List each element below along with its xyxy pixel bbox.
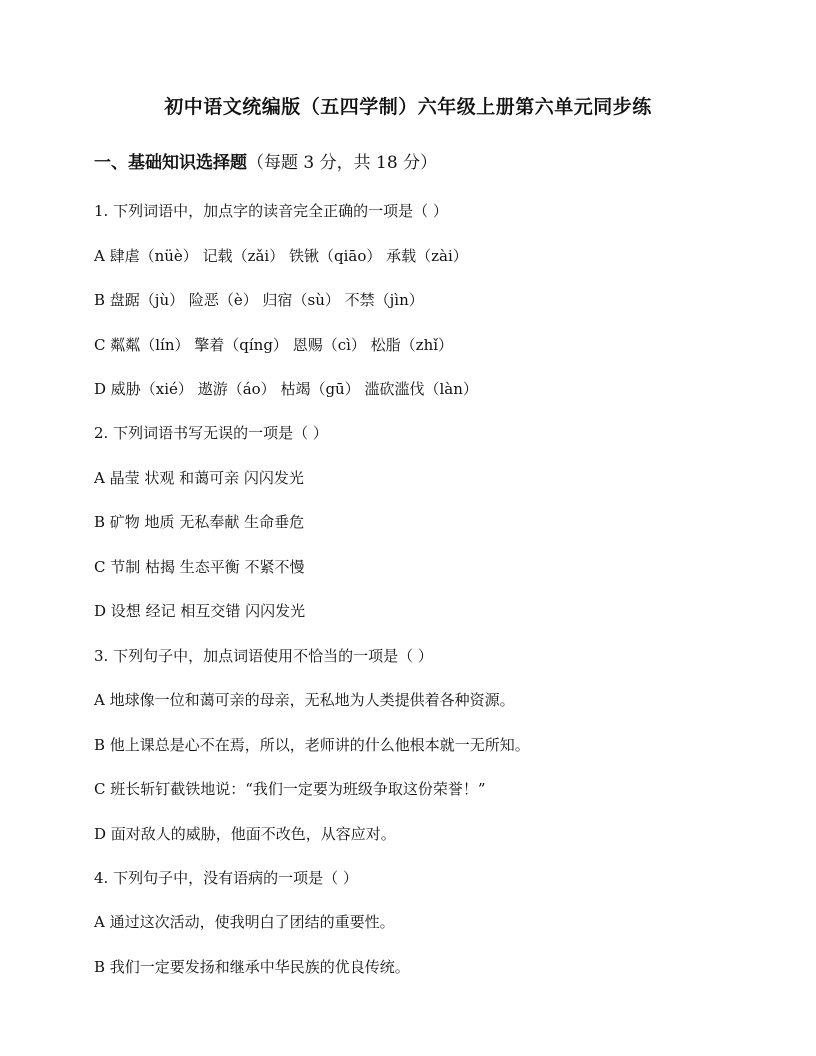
section-heading-text: 一、基础知识选择题 bbox=[94, 153, 247, 173]
question-3-option-b: B 他上课总是心不在焉，所以，老师讲的什么他根本就一无所知。 bbox=[94, 736, 530, 754]
question-3-option-d: D 面对敌人的威胁，他面不改色，从容应对。 bbox=[94, 825, 396, 843]
question-2-option-b: B 矿物 地质 无私奉献 生命垂危 bbox=[94, 513, 305, 531]
question-1-stem: 1. 下列词语中，加点字的读音完全正确的一项是（ ） bbox=[94, 202, 448, 220]
question-1-option-d: D 威胁（xié） 遨游（áo） 枯竭（gū） 滥砍滥伐（làn） bbox=[94, 380, 478, 398]
question-3-option-c: C 班长斩钉截铁地说：“我们一定要为班级争取这份荣誉！” bbox=[94, 780, 486, 798]
question-3-stem: 3. 下列句子中，加点词语使用不恰当的一项是（ ） bbox=[94, 647, 433, 665]
question-2-stem: 2. 下列词语书写无误的一项是（ ） bbox=[94, 424, 328, 442]
question-1-option-b: B 盘踞（jù） 险恶（è） 归宿（sù） 不禁（jìn） bbox=[94, 291, 424, 309]
question-2-option-c: C 节制 枯揭 生态平衡 不紧不慢 bbox=[94, 558, 305, 576]
question-1-option-c: C 粼粼（lín） 擎着（qíng） 恩赐（cì） 松脂（zhǐ） bbox=[94, 336, 454, 354]
page-title: 初中语文统编版（五四学制）六年级上册第六单元同步练 bbox=[164, 96, 652, 118]
question-2-option-a: A 晶莹 状观 和蔼可亲 闪闪发光 bbox=[94, 469, 304, 487]
question-2-option-d: D 设想 经记 相互交错 闪闪发光 bbox=[94, 602, 306, 620]
question-4-stem: 4. 下列句子中，没有语病的一项是（ ） bbox=[94, 869, 358, 887]
section-score-note: （每题 3 分，共 18 分） bbox=[247, 153, 438, 173]
section-heading bbox=[94, 148, 437, 173]
question-4-option-a: A 通过这次活动，使我明白了团结的重要性。 bbox=[94, 913, 395, 931]
question-1-option-a: A 肆虐（nüè） 记载（zǎi） 铁锹（qiāo） 承载（zài） bbox=[94, 247, 468, 265]
question-3-option-a: A 地球像一位和蔼可亲的母亲，无私地为人类提供着各种资源。 bbox=[94, 691, 515, 709]
question-4-option-b: B 我们一定要发扬和继承中华民族的优良传统。 bbox=[94, 958, 410, 976]
